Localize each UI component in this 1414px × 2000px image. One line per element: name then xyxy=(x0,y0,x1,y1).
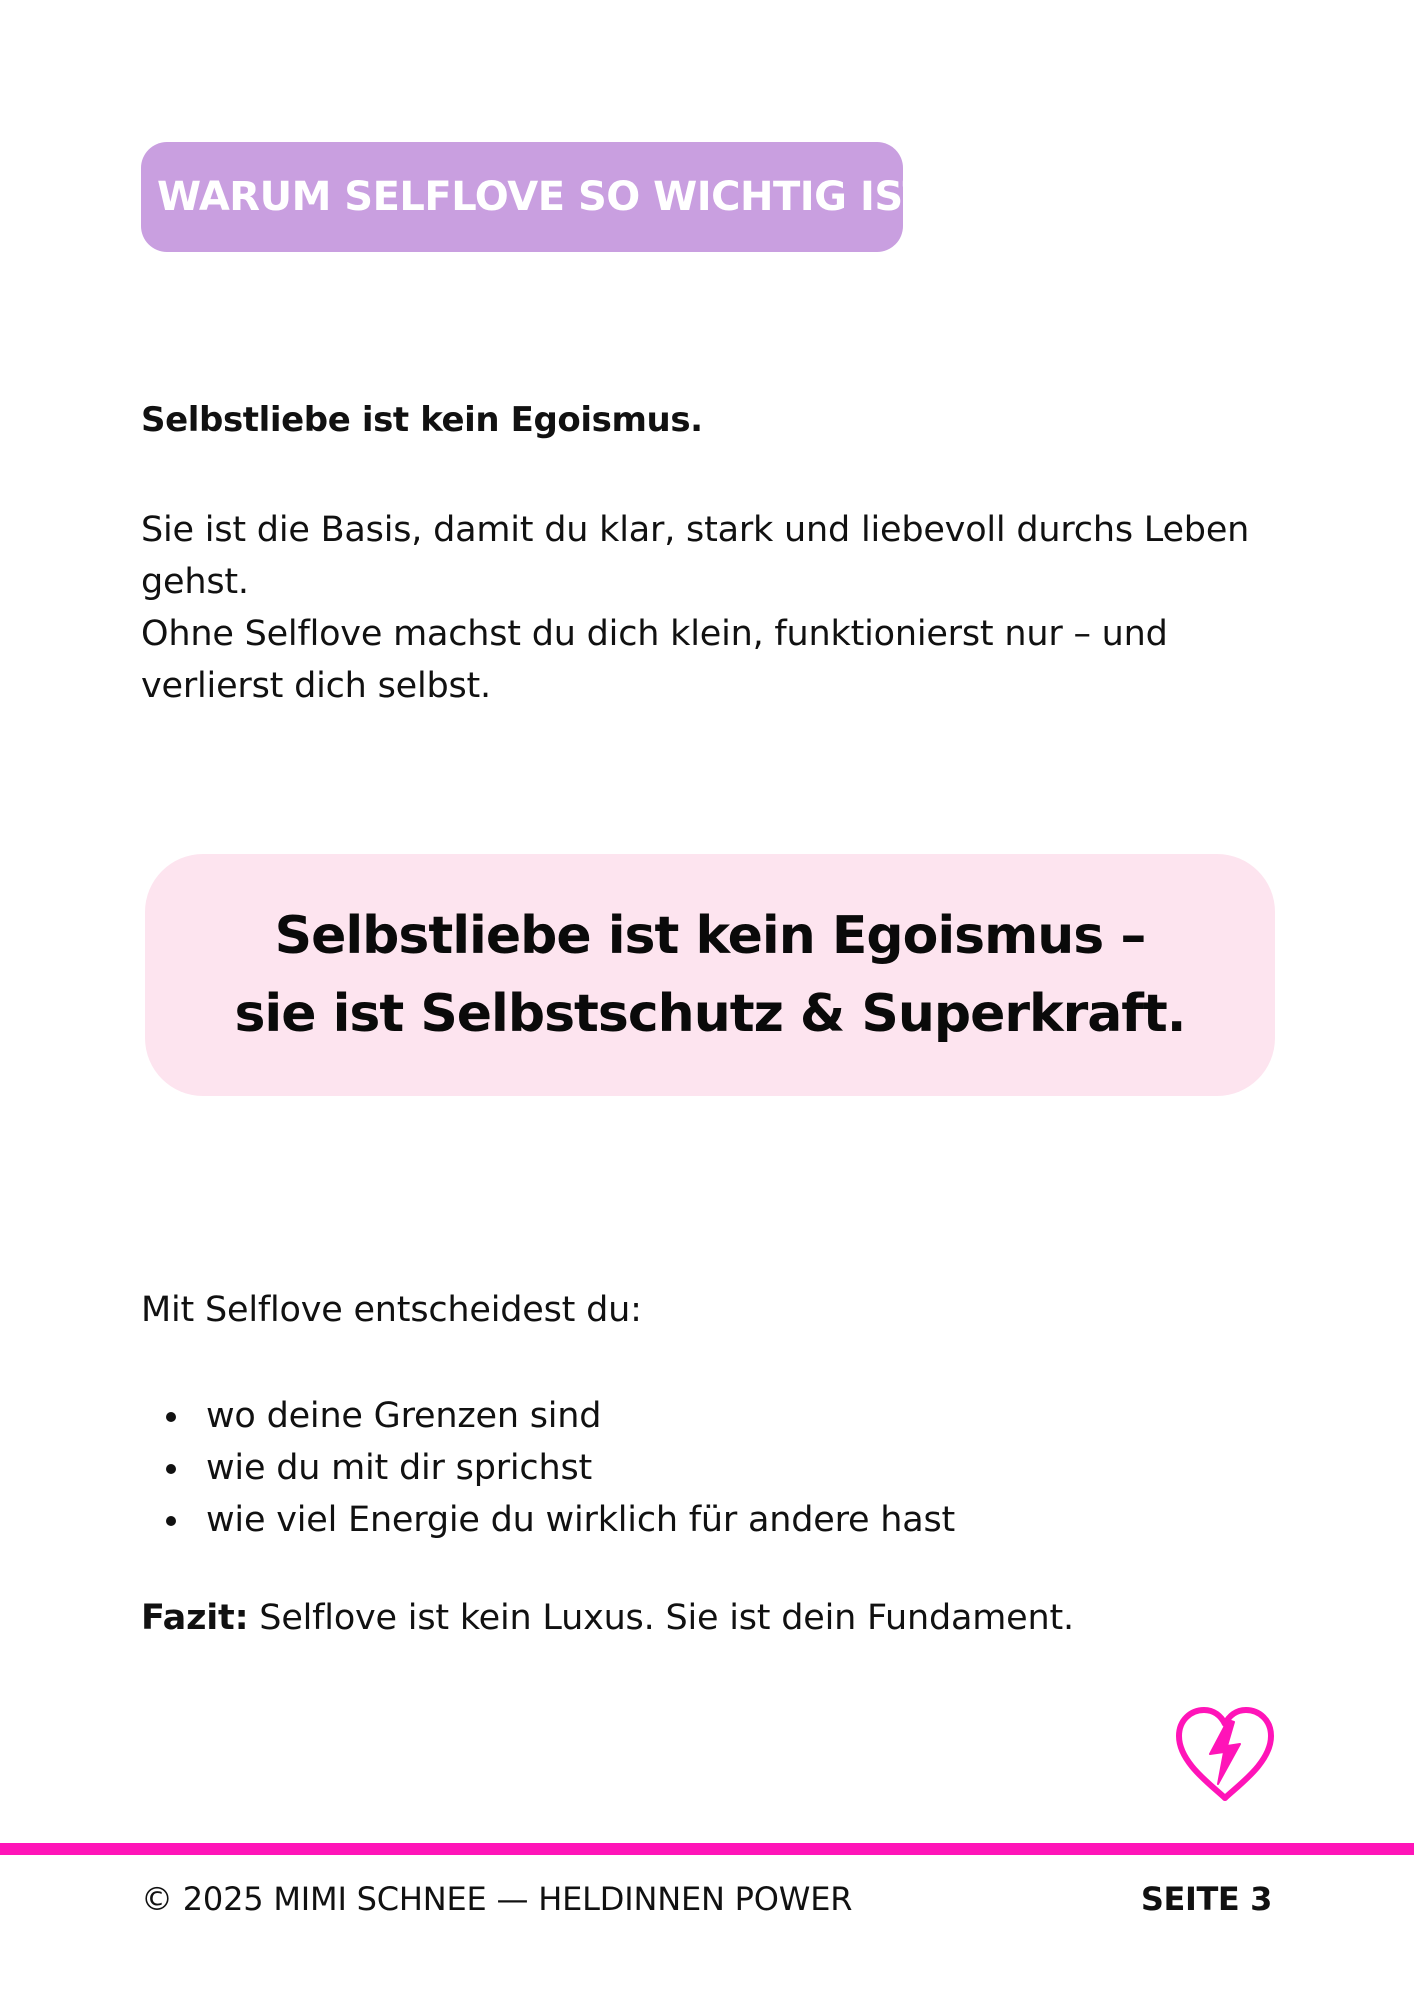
quote-line-1: Selbstliebe ist kein Egoismus – xyxy=(274,906,1146,966)
section-heading-pill xyxy=(141,142,930,252)
list-item-text: wo deine Grenzen sind xyxy=(206,1396,602,1436)
decisions-list xyxy=(141,1390,955,1546)
intro-paragraphs xyxy=(141,504,1271,712)
bullet-icon xyxy=(166,1516,176,1526)
heart-lightning-icon xyxy=(1170,1700,1280,1810)
quote-line-2: sie ist Selbstschutz & Superkraft. xyxy=(234,984,1186,1044)
lead-statement: Selbstliebe ist kein Egoismus. xyxy=(141,400,703,440)
list-item-text: wie viel Energie du wirklich für andere hast xyxy=(206,1500,956,1540)
list-item xyxy=(141,1494,955,1546)
footer-copyright: © 2025 MIMI SCHNEE — HELDINNEN POWER xyxy=(141,1880,853,1918)
paragraph-without-selflove: Ohne Selflove machst du dich klein, funktionierst nur – und verlierst dich selbst. xyxy=(141,614,1168,706)
list-item xyxy=(141,1390,955,1442)
footer-divider xyxy=(0,1843,1414,1855)
section-heading: WARUM SELFLOVE SO WICHTIG IST xyxy=(157,174,930,220)
conclusion xyxy=(141,1598,1074,1638)
conclusion-text: Selflove ist kein Luxus. Sie ist dein Fundament. xyxy=(248,1598,1074,1638)
page-number: SEITE 3 xyxy=(1140,1880,1272,1918)
paragraph-basis: Sie ist die Basis, damit du klar, stark und liebevoll durchs Leben gehst. xyxy=(141,510,1250,602)
decisions-intro: Mit Selflove entscheidest du: xyxy=(141,1290,642,1330)
list-item xyxy=(141,1442,955,1494)
bullet-icon xyxy=(166,1464,176,1474)
conclusion-label: Fazit: xyxy=(141,1598,249,1638)
bullet-icon xyxy=(166,1412,176,1422)
quote-callout xyxy=(145,854,1275,1096)
list-item-text: wie du mit dir sprichst xyxy=(206,1448,593,1488)
